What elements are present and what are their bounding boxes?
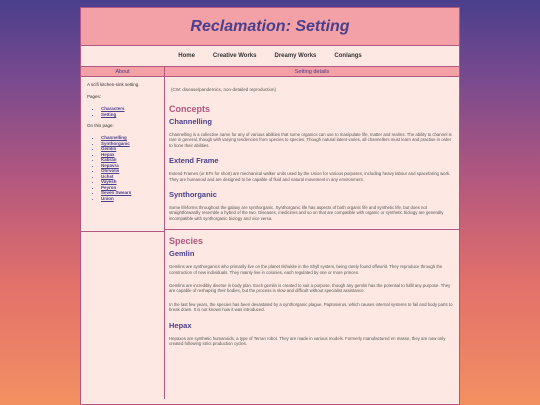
hepax-text: Hepaxes are synthetic humanoids, a type of Terran robot. They are made in various models. Formerly manufactured en masse, they are now only created following strict production cycles. [169, 335, 446, 347]
page-link-characters[interactable]: • Characters [101, 106, 158, 112]
synthorganic-title: Synthorganic [169, 190, 217, 200]
hepax-title: Hepax [169, 320, 192, 330]
nav-creative-works-link[interactable]: Creative Works [212, 53, 257, 59]
pages-label: Pages: [87, 94, 102, 99]
onpage-link-union[interactable]: • Union [101, 196, 158, 202]
content-warning: (CW: disease/pandemics, non-detailed reproduction) [171, 87, 276, 92]
onpage-link-hepax[interactable]: • Hepax [101, 152, 158, 158]
onpage-link-ohrvolis[interactable]: • Ohrvolis [101, 168, 158, 174]
about-box [81, 67, 164, 232]
page-link-setting[interactable]: • Setting [101, 112, 158, 118]
top-nav [81, 46, 459, 67]
concepts-heading: Concepts [169, 104, 211, 114]
main-content [165, 67, 459, 399]
gemlin-text-1: Gemlins are synthorganics who primarily live on the planet Ilshukite in the Shyll system, being rarely found offworld. They reproduce through the construction of new individuals. They mainly live in colonies, each regulated by one or more princes. [169, 264, 443, 275]
onpage-link-kabran[interactable]: • Kabran [101, 157, 158, 163]
onpage-link-channelling[interactable]: • Channelling [101, 135, 158, 141]
extend-frame-title: Extend Frame [169, 156, 219, 166]
species-section [169, 236, 455, 346]
concepts-section [165, 104, 459, 230]
content-columns [81, 67, 459, 399]
site-title: Reclamation: Setting [190, 17, 350, 35]
onpage-label: On this page: [87, 123, 114, 128]
onpage-link-gemlin[interactable]: • Gemlin [101, 146, 158, 152]
nav-conlangs-link[interactable]: Conlangs [334, 53, 362, 59]
page-container [80, 7, 460, 405]
site-header [81, 8, 459, 46]
pages-list [101, 106, 158, 117]
onpage-link-seven-swears[interactable]: • Seven Swears [101, 190, 158, 196]
channelling-title: Channelling [169, 117, 212, 126]
nav-home-link[interactable]: Home [178, 53, 195, 59]
onpage-list [101, 135, 158, 201]
onpage-link-vayesh[interactable]: • Vayesh [101, 179, 158, 185]
onpage-link-peyron[interactable]: • Peyron [101, 185, 158, 191]
species-heading: Species [169, 236, 204, 247]
gemlin-title: Gemlin [169, 249, 195, 259]
sidebar-description: A scifi kitchen-sink setting. [87, 82, 140, 87]
channelling-text: Channelling is a collective name for any of various abilities that some organics can use to manipulate life, matter and realms. The ability to channel is rare in general, though with varying tendencies from species to species. Though natural latent varies, all channellers must learn and practise in order to hone their abilities. [169, 132, 452, 148]
onpage-link-synthorganic[interactable]: • Synthorganic [101, 141, 158, 147]
onpage-link-uchst[interactable]: • Uchst [101, 174, 158, 180]
onpage-link-nepavra[interactable]: • Nepavra [101, 163, 158, 169]
extend-frame-text: Extend Frames (or EFs for short) are mechanical walker units used by the Union for various purposes, including heavy labour and spacefaring work. They are humanoid and are designed to be capable of fluid and natural movement in any environment. [169, 171, 451, 182]
synthorganic-text: Some lifeforms throughout the galaxy are synthorganic. Synthorganic life has aspects of both organic life and synthetic life, but does not straightforwardly resemble a hybrid of the two. Diseases, medicines and so on that are compatible with organic or synthetic biology are generally incompatible with synthorganic biology and vice versa. [169, 205, 444, 221]
sidebar-heading: About [81, 67, 164, 77]
sidebar [81, 67, 165, 399]
gemlin-text-2: Gemlins are incredibly diverse in body plan. Each gemlin is created to suit a purpose, though any gemlin has the potential to fulfil any purpose. They are capable of reshaping their bodies, but the process is slow and difficult without specialist assistance. [169, 283, 451, 294]
main-heading: Setting details [165, 67, 459, 77]
nav-dreamy-works-link[interactable]: Dreamy Works [274, 53, 317, 59]
gemlin-text-3: In the last few years, the species has been devastated by a synthorganic plague, Paptosvirus, which causes internal systems to fail and body parts to break down. It is not known how it was introduced. [169, 301, 453, 313]
